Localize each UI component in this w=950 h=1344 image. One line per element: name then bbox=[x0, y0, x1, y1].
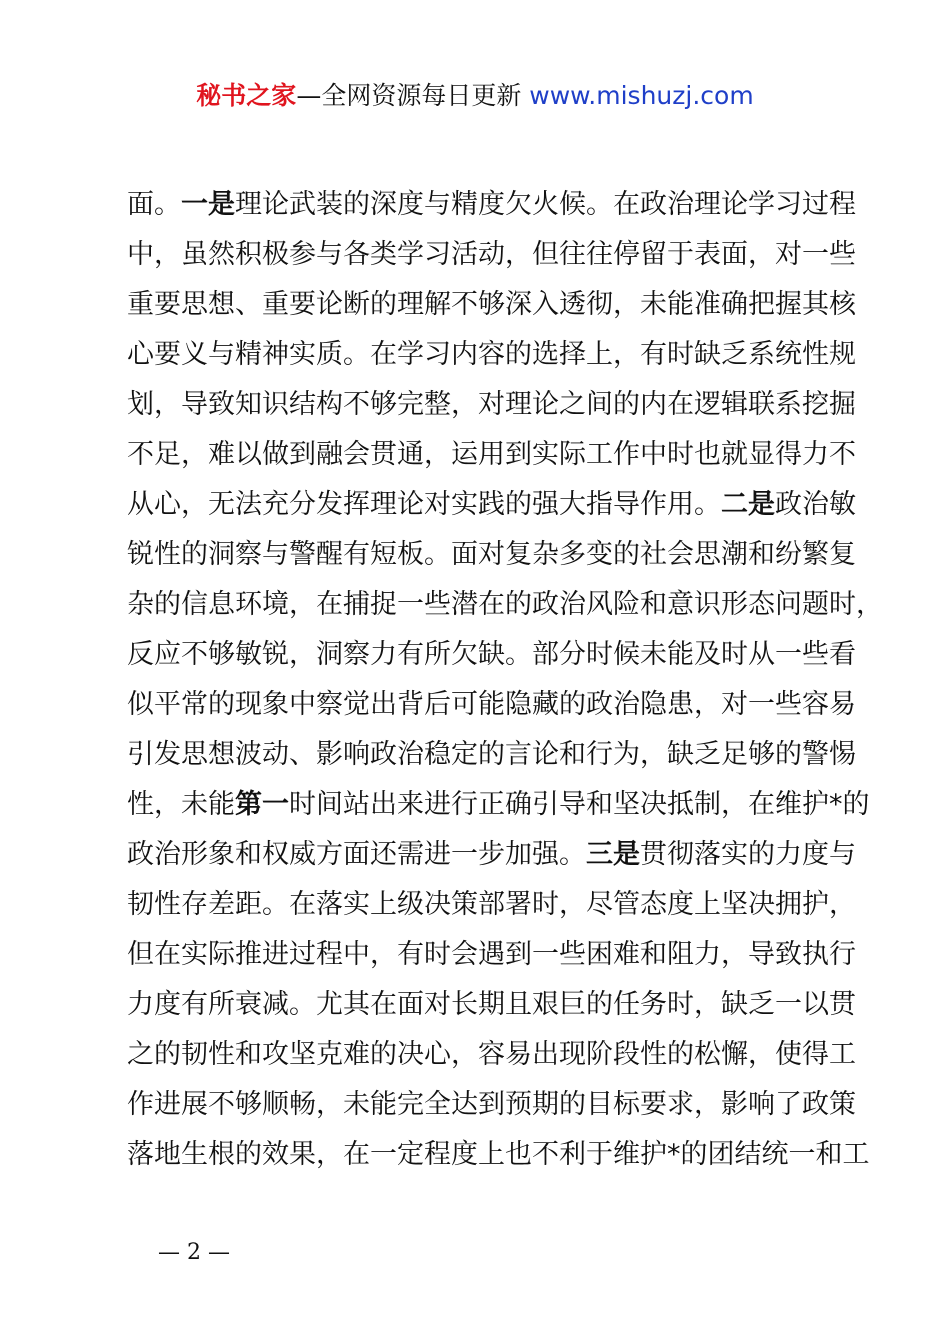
text-segment: 政治形象和权威方面还需进一步加强。 bbox=[127, 839, 586, 870]
text-line bbox=[127, 780, 870, 830]
text-segment: 中，虽然积极参与各类学习活动，但往往停留于表面，对一些 bbox=[127, 239, 856, 270]
text-line bbox=[127, 580, 883, 630]
text-segment: 性，未能 bbox=[127, 789, 235, 820]
text-segment: 之的韧性和攻坚克难的决心，容易出现阶段性的松懈，使得工 bbox=[127, 1039, 856, 1070]
text-segment: 杂的信息环境，在捕捉一些潜在的政治风险和意识形态问题时， bbox=[127, 589, 883, 620]
text-segment: 心要义与精神实质。在学习内容的选择上，有时缺乏系统性规 bbox=[127, 339, 856, 370]
bold-marker: 第一 bbox=[235, 789, 289, 820]
bold-marker: 二是 bbox=[721, 489, 775, 520]
text-segment: 重要思想、重要论断的理解不够深入透彻，未能准确把握其核 bbox=[127, 289, 856, 320]
text-line bbox=[127, 1030, 856, 1080]
text-segment: 理论武装的深度与精度欠火候。在政治理论学习过程 bbox=[235, 189, 856, 220]
text-line bbox=[127, 1130, 870, 1180]
text-line bbox=[127, 880, 856, 930]
text-line bbox=[127, 380, 856, 430]
text-segment: 不足，难以做到融会贯通，运用到实际工作中时也就显得力不 bbox=[127, 439, 856, 470]
bold-marker: 一是 bbox=[181, 189, 235, 220]
text-segment: 锐性的洞察与警醒有短板。面对复杂多变的社会思潮和纷繁复 bbox=[127, 539, 856, 570]
bold-marker: 三是 bbox=[586, 839, 640, 870]
text-segment: 划，导致知识结构不够完整，对理论之间的内在逻辑联系挖掘 bbox=[127, 389, 856, 420]
text-line bbox=[127, 330, 856, 380]
text-segment: 反应不够敏锐，洞察力有所欠缺。部分时候未能及时从一些看 bbox=[127, 639, 856, 670]
text-line bbox=[127, 830, 856, 880]
text-segment: 政治敏 bbox=[775, 489, 856, 520]
text-segment: 力度有所衰减。尤其在面对长期且艰巨的任务时，缺乏一以贯 bbox=[127, 989, 856, 1020]
text-line bbox=[127, 980, 856, 1030]
watermark-header bbox=[0, 78, 950, 114]
text-line bbox=[127, 280, 856, 330]
text-line bbox=[127, 180, 856, 230]
text-line bbox=[127, 530, 856, 580]
text-line bbox=[127, 1080, 856, 1130]
text-line bbox=[127, 730, 856, 780]
text-segment: 引发思想波动、影响政治稳定的言论和行为，缺乏足够的警惕 bbox=[127, 739, 856, 770]
text-line bbox=[127, 430, 856, 480]
text-segment: 面。 bbox=[127, 189, 181, 220]
site-tagline: —全网资源每日更新 bbox=[296, 81, 530, 110]
text-line bbox=[127, 480, 856, 530]
text-segment: 落地生根的效果，在一定程度上也不利于维护*的团结统一和工 bbox=[127, 1139, 870, 1170]
text-line bbox=[127, 680, 856, 730]
page-number: — 2 — bbox=[158, 1240, 230, 1265]
text-segment: 从心，无法充分发挥理论对实践的强大指导作用。 bbox=[127, 489, 721, 520]
document-body bbox=[127, 180, 883, 1180]
text-segment: 但在实际推进过程中，有时会遇到一些困难和阻力，导致执行 bbox=[127, 939, 856, 970]
site-url[interactable]: www.mishuzj.com bbox=[529, 81, 754, 110]
site-brand: 秘书之家 bbox=[196, 81, 297, 110]
text-line bbox=[127, 630, 856, 680]
text-line bbox=[127, 230, 856, 280]
text-segment: 似平常的现象中察觉出背后可能隐藏的政治隐患，对一些容易 bbox=[127, 689, 856, 720]
text-segment: 作进展不够顺畅，未能完全达到预期的目标要求，影响了政策 bbox=[127, 1089, 856, 1120]
text-segment: 时间站出来进行正确引导和坚决抵制，在维护*的 bbox=[289, 789, 870, 820]
text-line bbox=[127, 930, 856, 980]
text-segment: 贯彻落实的力度与 bbox=[640, 839, 856, 870]
text-segment: 韧性存差距。在落实上级决策部署时，尽管态度上坚决拥护， bbox=[127, 889, 856, 920]
